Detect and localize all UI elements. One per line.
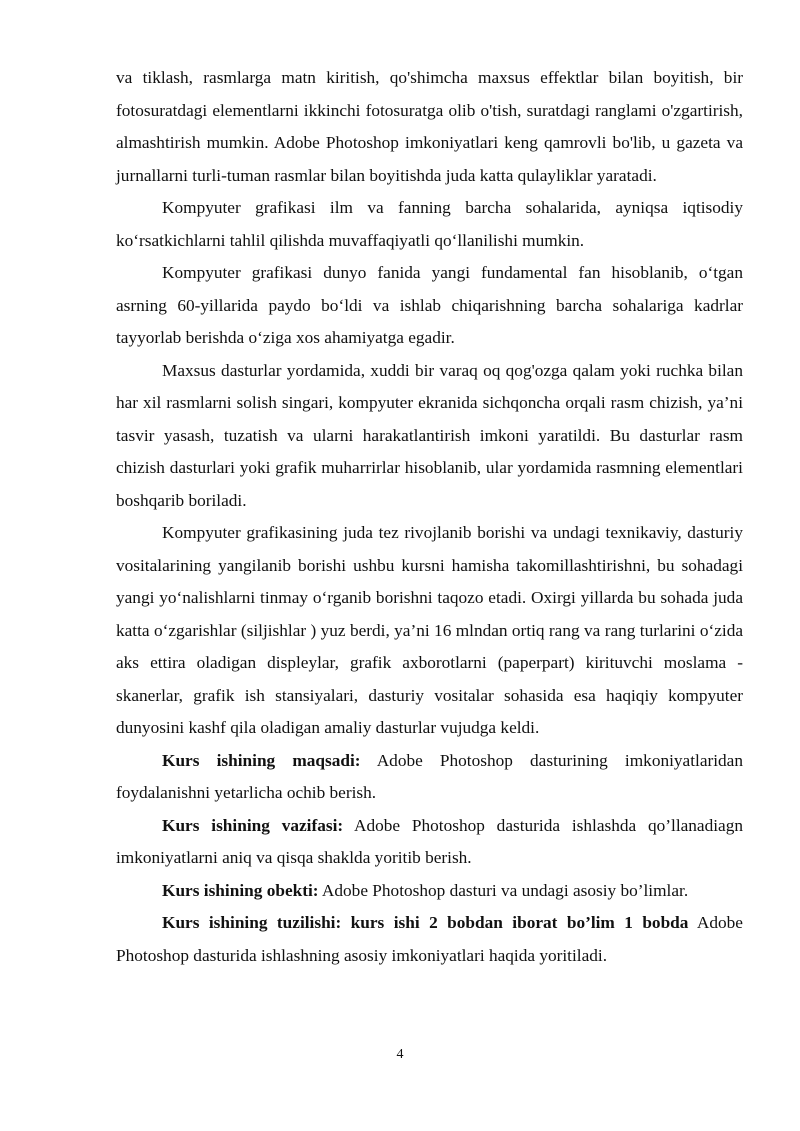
page-body xyxy=(116,62,743,972)
course-object-label: Kurs ishining obekti: xyxy=(162,880,319,900)
paragraph-graphics-development: Kompyuter grafikasining juda tez rivojlanib borishi va undagi texnikaviy, dasturiy vositalarining yangilanib borishi ushbu kursni hamisha takomillashtirishni, bu sohadagi yangi yo‘nalishlarni tinmay o‘rganib borishni taqozo etadi. Oxirgi yillarda bu sohada juda katta o‘zgarishlar (siljishlar ) yuz berdi, ya’ni 16 mlndan ortiq rang va rang turlarini o‘zida aks ettira oladigan displeylar, grafik axborotlarni (paperpart) kirituvchi moslama - skanerlar, grafik ish stansiyalari, dasturiy vositalar sohasida esa haqiqiy kompyuter dunyosini kashf qila oladigan amaliy dasturlar vujudga keldi. xyxy=(116,523,743,737)
course-goal-label: Kurs ishining maqsadi: xyxy=(162,750,361,770)
course-goal xyxy=(116,745,743,810)
course-structure-text: Adobe Photoshop dasturida ishlashning asosiy imkoniyatlari haqida yoritiladi. xyxy=(116,913,743,965)
course-object-text: Adobe Photoshop dasturi va undagi asosiy bo’limlar. xyxy=(318,880,689,900)
paragraph-continuation: va tiklash, rasmlarga matn kiritish, qo'shimcha maxsus effektlar bilan boyitish, bir fotosuratdagi elementlarni ikkinchi fotosuratga olib o'tish, suratdagi ranglami o'zgartirish, almashtirish mumkin. Adobe Photoshop imkoniyatlari keng qamrovli bo'lib, u gazeta va jurnallarni turli-tuman rasmlar bilan boyitishda juda katta qulayliklar yaratadi. xyxy=(116,68,743,185)
course-object xyxy=(116,875,743,908)
course-structure-label: Kurs ishining tuzilishi: kurs ishi 2 bobdan iborat bo’lim 1 bobda xyxy=(162,913,689,932)
course-task-label: Kurs ishining vazifasi: xyxy=(162,815,344,835)
course-task xyxy=(116,810,743,875)
course-task-text: Adobe Photoshop dasturida ishlashda qo’llanadiagn imkoniyatlarni aniq va qisqa shaklda yoritib berish. xyxy=(116,815,743,867)
course-goal-text: Adobe Photoshop dasturining imkoniyatlaridan foydalanishni yetarlicha ochib berish. xyxy=(116,750,743,802)
paragraph-graphics-history: Kompyuter grafikasi dunyo fanida yangi fundamental fan hisoblanib, o‘tgan asrning 60-yillarida paydo bo‘ldi va ishlab chiqarishning barcha sohalariga kadrlar tayyorlab berishda o‘ziga xos ahamiyatga egadir. xyxy=(116,263,743,347)
page-number: 4 xyxy=(396,1047,404,1062)
course-structure xyxy=(116,907,743,972)
paragraph-drawing-programs: Maxsus dasturlar yordamida, xuddi bir varaq oq qog'ozga qalam yoki ruchka bilan har xil rasmlarni solish singari, kompyuter ekranida sichqoncha orqali rasm chizish, ya’ni tasvir yasash, tuzatish va ularni harakatlantirish imkoni yaratildi. Bu dasturlar rasm chizish dasturlari yoki grafik muharrirlar hisoblanib, ular yordamida rasmning elementlari boshqarib boriladi. xyxy=(116,360,743,510)
paragraph-graphics-applications: Kompyuter grafikasi ilm va fanning barcha sohalarida, ayniqsa iqtisodiy ko‘rsatkichlarni tahlil qilishda muvaffaqiyatli qo‘llanilishi mumkin. xyxy=(116,198,743,250)
